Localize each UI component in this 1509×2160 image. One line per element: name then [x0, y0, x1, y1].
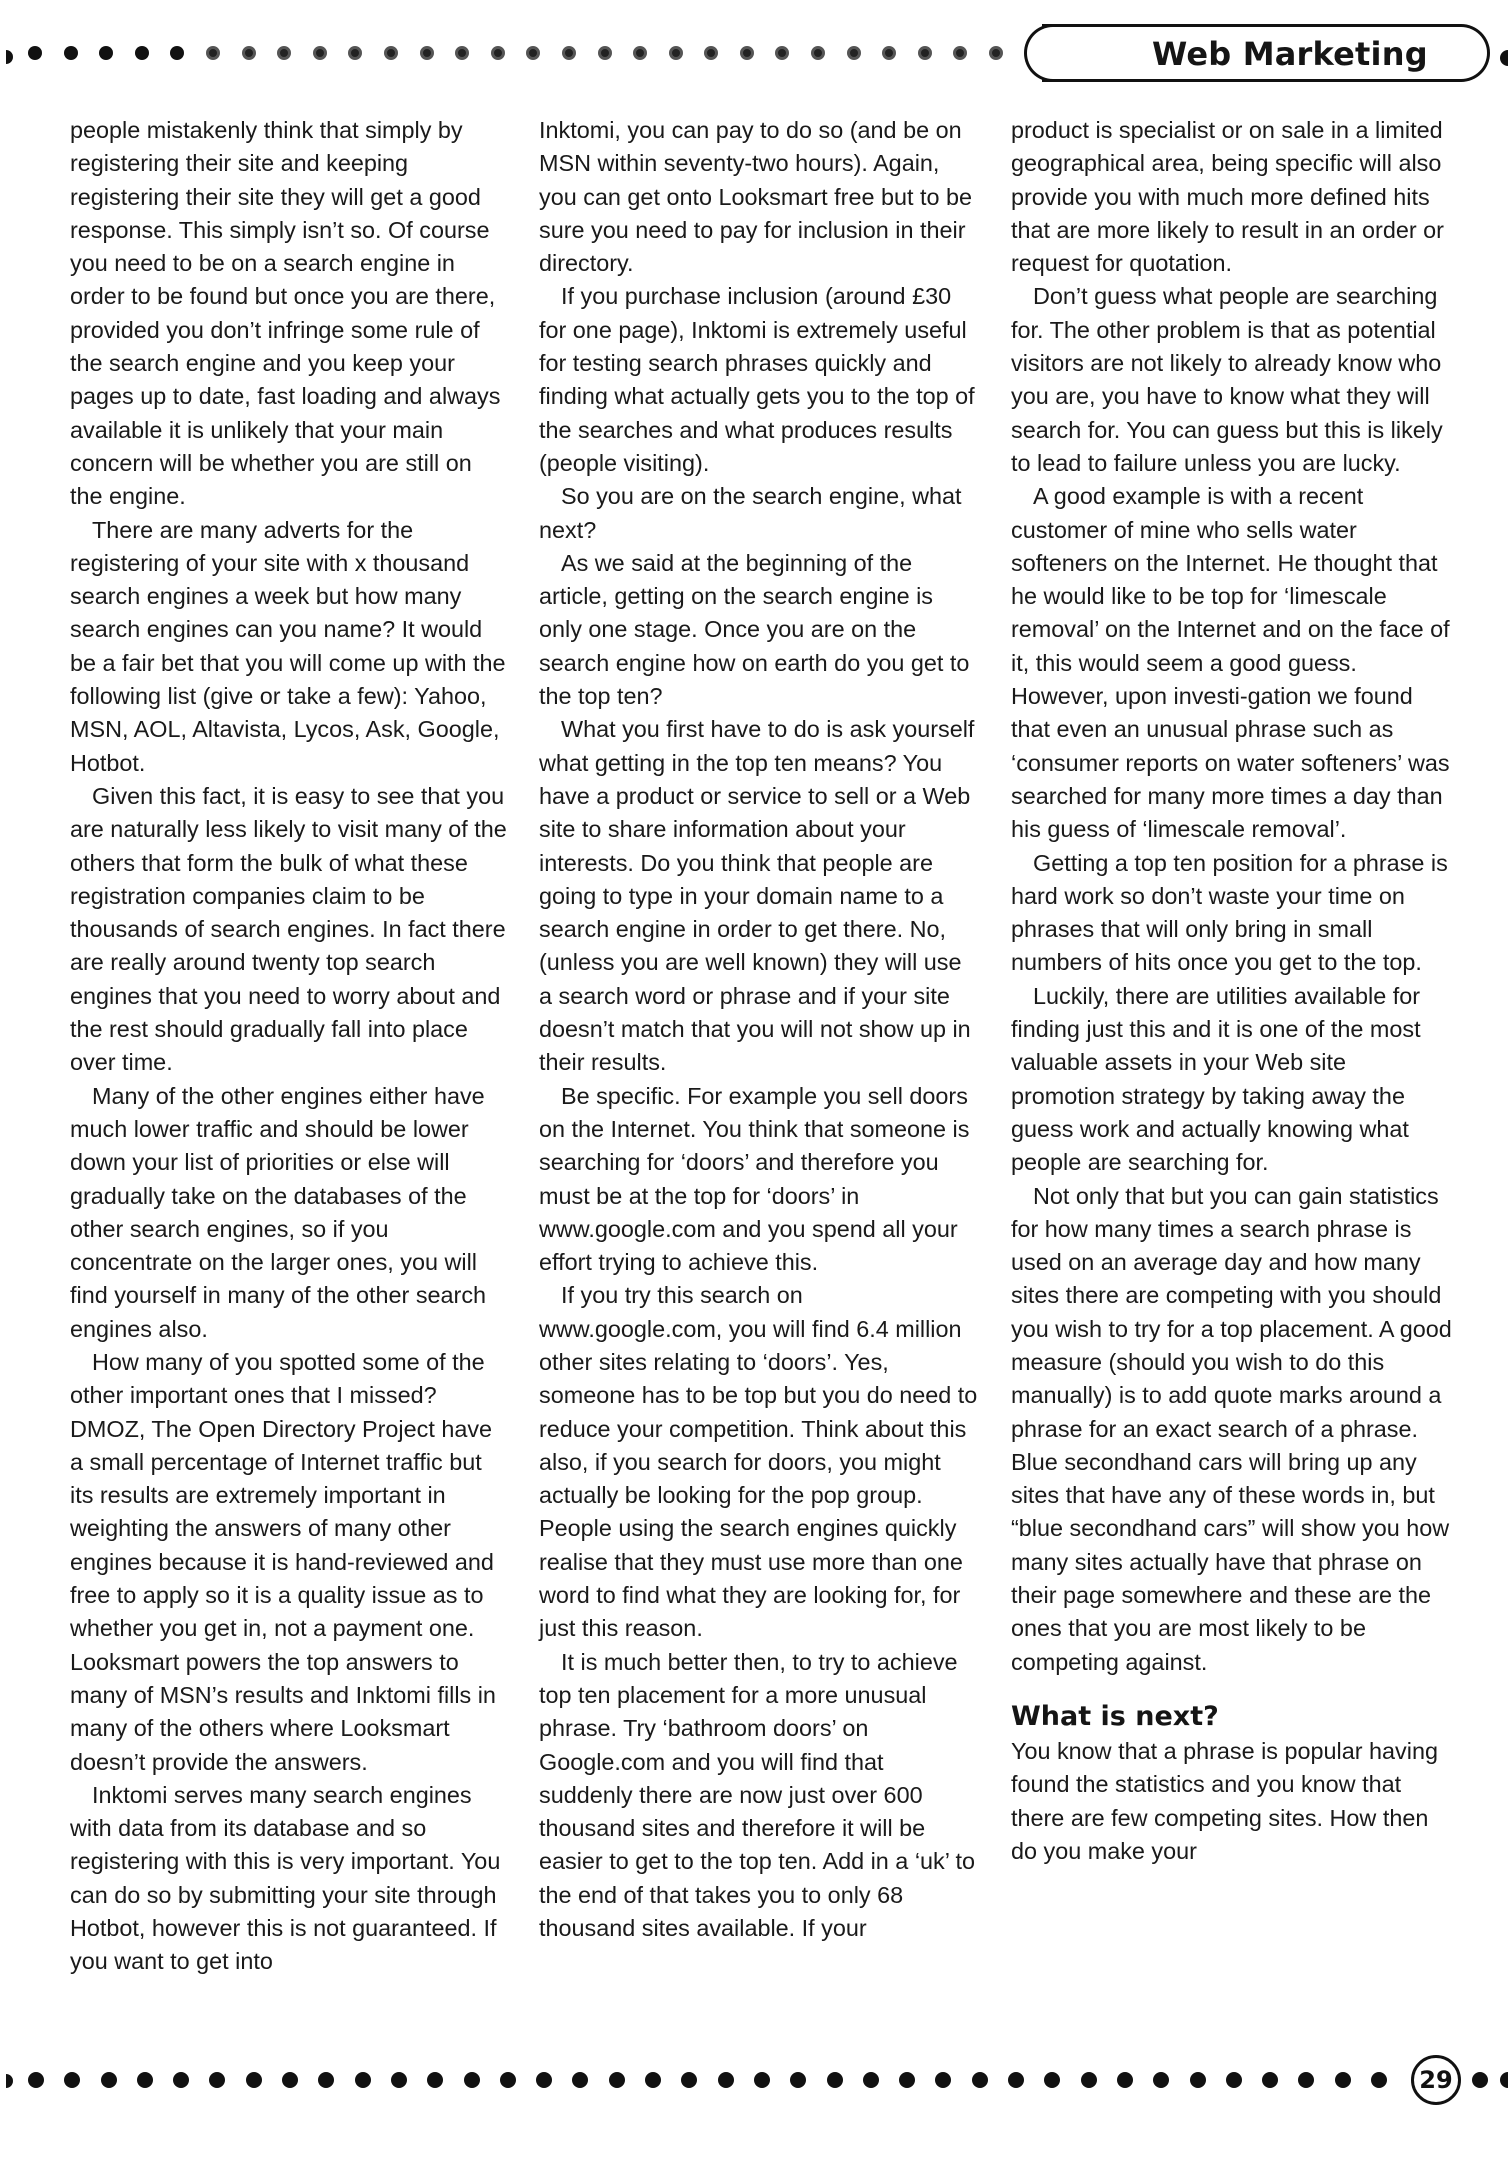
decorative-dot: [536, 2072, 552, 2088]
decorative-dot: [391, 2072, 407, 2088]
decorative-dot: [500, 2072, 516, 2088]
decorative-dot: [645, 2072, 661, 2088]
decorative-dot: [64, 46, 78, 60]
decorative-dot: [598, 46, 612, 60]
paragraph: people mistakenly think that simply by registering their site and keeping registering their site they will get a good response. This simply isn’t so. Of course you need to be on a search engine in order to be found but once you are there, provided you don’t infringe some rule of the search engine and you keep your pages up to date, fast loading and always available it is unlikely that your main concern will be whether you are still on the engine.: [70, 117, 501, 510]
paragraph: Not only that but you can gain statistics for how many times a search phrase is used on an average day and how many sites there are competing with you should you wish to try for a top placement. A good measure (should you wish to do this manually) is to add quote marks around a phrase for an exact search of a phrase. Blue secondhand cars will bring up any sites that have any of these words in, but “blue secondhand cars” will show you how many sites actually have that phrase on their page somewhere and these are the ones that you are most likely to be competing against.: [1011, 1182, 1452, 1675]
decorative-dot: [882, 46, 896, 60]
decorative-dot: [953, 46, 967, 60]
paragraph: Getting a top ten position for a phrase is hard work so don’t waste your time on phrases that will only bring in small numbers of hits once you get to the top.: [1011, 849, 1448, 976]
footer-dot-row: [28, 2072, 1407, 2088]
decorative-dot: [754, 2072, 770, 2088]
paragraph: So you are on the search engine, what next?: [539, 483, 962, 543]
decorative-dot: [1117, 2072, 1133, 2088]
decorative-dot: [1081, 2072, 1097, 2088]
decorative-dot: [1153, 2072, 1169, 2088]
subheading: What is next?: [1011, 1700, 1219, 1732]
decorative-dot: [427, 2072, 443, 2088]
decorative-dot: [899, 2072, 915, 2088]
decorative-dot: [1298, 2072, 1314, 2088]
decorative-dot: [935, 2072, 951, 2088]
header-bar: [0, 22, 1509, 92]
decorative-dot: [1044, 2072, 1060, 2088]
paragraph: product is specialist or on sale in a limited geographical area, being specific will also provide you with much more defined hits that are more likely to result in an order or request for quotation.: [1011, 117, 1444, 277]
text-column-2: [539, 114, 981, 1945]
paragraph: It is much better then, to try to achieve top ten placement for a more unusual phrase. Try ‘bathroom doors’ on Google.com and you will find that suddenly there are now just over 600 thousand sites and therefore it will be easier to get to the top ten. Add in a ‘uk’ to the end of that takes you to only 68 thousand sites available. If your: [539, 1648, 976, 1942]
decorative-dot: [572, 2072, 588, 2088]
paragraph: Inktomi, you can pay to do so (and be on MSN within seventy-two hours). Again, you can get onto Looksmart free but to be sure you need to pay for inclusion in their directory.: [539, 117, 973, 277]
decorative-dot: [827, 2072, 843, 2088]
section-tag: [1042, 24, 1490, 82]
decorative-dot: [775, 46, 789, 60]
decorative-dot: [989, 46, 1003, 60]
decorative-dot: [811, 46, 825, 60]
decorative-dot: [455, 46, 469, 60]
edge-half-dot: [1500, 2072, 1508, 2088]
decorative-dot: [972, 2072, 988, 2088]
decorative-dot: [704, 46, 718, 60]
decorative-dot: [1190, 2072, 1206, 2088]
decorative-dot: [562, 46, 576, 60]
decorative-dot: [28, 2072, 44, 2088]
decorative-dot: [313, 46, 327, 60]
text-column-3: [1011, 114, 1456, 1868]
decorative-dot: [1226, 2072, 1242, 2088]
paragraph: Given this fact, it is easy to see that you are naturally less likely to visit many of the others that form the bulk of what these registration companies claim to be thousands of search engines. In fact there are really around twenty top search engines that you need to worry about and the rest should gradually fall into place over time.: [70, 782, 507, 1076]
edge-half-dot: [6, 2074, 13, 2088]
decorative-dot: [282, 2072, 298, 2088]
paragraph: How many of you spotted some of the other important ones that I missed? DMOZ, The Open Directory Project have a small percentage of Internet traffic but its results are extremely important in weighting the answers of many other engines because it is hand-reviewed and free to apply so it is a quality issue as to whether you get in, not a payment one. Looksmart powers the top answers to many of MSN’s results and Inktomi fills in many of the others where Looksmart doesn’t provide the answers.: [70, 1348, 496, 1775]
decorative-dot: [918, 46, 932, 60]
decorative-dot: [669, 46, 683, 60]
paragraph: Inktomi serves many search engines with data from its database and so registering with this is very important. You can do so by submitting your site through Hotbot, however this is not guaranteed. If you want to get into: [70, 1781, 501, 1975]
decorative-dot: [790, 2072, 806, 2088]
decorative-dot: [740, 46, 754, 60]
paragraph: Many of the other engines either have much lower traffic and should be lower down your list of priorities or else will gradually take on the databases of the other search engines, so if you concentrate on the larger ones, you will find yourself in many of the other search engines also.: [70, 1082, 487, 1342]
paragraph: As we said at the beginning of the article, getting on the search engine is only one stage. Once you are on the search engine how on earth do you get to the top ten?: [539, 549, 970, 710]
decorative-dot: [64, 2072, 80, 2088]
decorative-dot: [847, 46, 861, 60]
edge-half-dot: [6, 50, 13, 64]
paragraph: If you purchase inclusion (around £30 for one page), Inktomi is extremely useful for testing search phrases quickly and finding what actually gets you to the top of the searches and what produces results (people visiting).: [539, 283, 975, 476]
paragraph: There are many adverts for the registering of your site with x thousand search engines a week but how many search engines can you name? It would be a fair bet that you will come up with the following list (give or take a few): Yahoo, MSN, AOL, Altavista, Lycos, Ask, Google, Hotbot.: [70, 516, 506, 776]
decorative-dot: [242, 46, 256, 60]
decorative-dot: [863, 2072, 879, 2088]
decorative-dot: [464, 2072, 480, 2088]
paragraph: A good example is with a recent customer of mine who sells water softeners on the Internet. He thought that he would like to be top for ‘limescale removal’ on the Internet and on the face of it, this would seem a good guess. However, upon investi-gation we found that even an unusual phrase such as ‘consumer reports on water softeners’ was searched for many more times a day than his guess of ‘limescale removal’.: [1011, 483, 1450, 843]
decorative-dot: [246, 2072, 262, 2088]
paragraph: Luckily, there are utilities available for finding just this and it is one of the most valuable assets in your Web site promotion strategy by taking away the guess work and actually knowing what people are searching for.: [1011, 982, 1421, 1176]
decorative-dot: [348, 46, 362, 60]
decorative-dot: [28, 46, 42, 60]
decorative-dot: [173, 2072, 189, 2088]
decorative-dot: [277, 46, 291, 60]
decorative-dot: [718, 2072, 734, 2088]
decorative-dot: [1371, 2072, 1387, 2088]
decorative-dot: [206, 46, 220, 60]
decorative-dot: [681, 2072, 697, 2088]
decorative-dot: [633, 46, 647, 60]
paragraph: Don’t guess what people are searching for. The other problem is that as potential visitors are not likely to already know who you are, you have to know what they will search for. You can guess but this is likely to lead to failure unless you are lucky.: [1011, 283, 1443, 476]
decorative-dot: [209, 2072, 225, 2088]
paragraph: You know that a phrase is popular having found the statistics and you know that there are few competing sites. How then do you make your: [1011, 1737, 1438, 1864]
paragraph: Be specific. For example you sell doors on the Internet. You think that someone is searching for ‘doors’ and therefore you must be at the top for ‘doors’ in www.google.com and you spend all your effort trying to achieve this.: [539, 1082, 970, 1276]
decorative-dot: [384, 46, 398, 60]
decorative-dot: [491, 46, 505, 60]
text-column-1: [70, 114, 510, 1979]
decorative-dot: [609, 2072, 625, 2088]
decorative-dot: [1008, 2072, 1024, 2088]
header-dot-row: [28, 46, 1025, 60]
page-number: 29: [1411, 2055, 1461, 2105]
decorative-dot: [1262, 2072, 1278, 2088]
footer-bar: [0, 2052, 1509, 2112]
paragraph: What you first have to do is ask yourself what getting in the top ten means? You have a product or service to sell or a Web site to share information about your interests. Do you think that people are going to type in your domain name to a search engine in order to get there. No, (unless you are well known) they will use a search word or phrase and if your site doesn’t match that you will not show up in their results.: [539, 716, 975, 1076]
decorative-dot: [170, 46, 184, 60]
paragraph: If you try this search on www.google.com, you will find 6.4 million other sites relating to ‘doors’. Yes, someone has to be top but you do need to reduce your competition. Think about this also, if you search for doors, you might actually be looking for the pop group. People using the search engines quickly realise that they must use more than one word to find what they are looking for, for just this reason.: [539, 1282, 978, 1642]
decorative-dot: [135, 46, 149, 60]
decorative-dot: [137, 2072, 153, 2088]
decorative-dot: [355, 2072, 371, 2088]
decorative-dot: [318, 2072, 334, 2088]
decorative-dot: [101, 2072, 117, 2088]
decorative-dot: [99, 46, 113, 60]
decorative-dot: [526, 46, 540, 60]
decorative-dot: [1472, 2072, 1488, 2088]
decorative-dot: [1335, 2072, 1351, 2088]
section-title: Web Marketing: [1152, 35, 1428, 73]
edge-half-dot: [1500, 50, 1508, 66]
decorative-dot: [420, 46, 434, 60]
